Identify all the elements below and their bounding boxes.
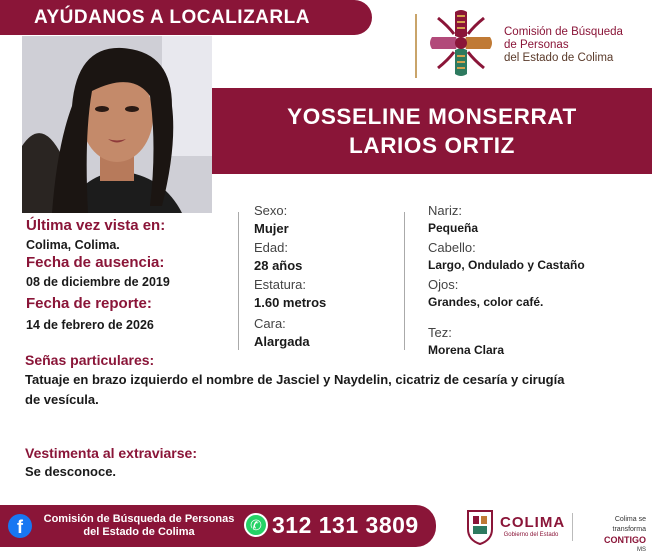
nariz-label: Nariz: <box>428 203 462 218</box>
phone-number[interactable]: 312 131 3809 <box>272 512 419 538</box>
cabello-label: Cabello: <box>428 240 476 255</box>
commission-name <box>504 26 652 65</box>
footer-org-line1: Comisión de Búsqueda de Personas <box>43 513 235 525</box>
absence-value: 08 de diciembre de 2019 <box>26 275 170 289</box>
footer-separator <box>572 513 573 541</box>
report-value: 14 de febrero de 2026 <box>26 318 154 332</box>
org-line3: del Estado de Colima <box>504 52 614 64</box>
estatura-label: Estatura: <box>254 277 307 292</box>
org-line2: de Personas <box>504 39 569 51</box>
commission-logo-icon <box>428 8 494 78</box>
estatura-value: 1.60 metros <box>254 295 327 310</box>
marks-label: Señas particulares: <box>25 352 155 368</box>
cara-value: Alargada <box>254 334 310 349</box>
slogan-line1: Colima se transforma <box>612 516 646 533</box>
name-line2: LARIOS ORTIZ <box>349 133 515 158</box>
traits-divider-1 <box>238 212 239 350</box>
ojos-value: Grandes, color café. <box>428 295 544 309</box>
coat-of-arms-icon <box>465 507 495 545</box>
marks-line2: de vesícula. <box>25 392 99 407</box>
divider-line <box>415 14 417 78</box>
tez-value: Morena Clara <box>428 343 505 357</box>
ojos-label: Ojos: <box>428 277 459 292</box>
person-name <box>212 88 652 174</box>
facebook-icon[interactable]: f <box>8 514 32 538</box>
person-photo <box>22 36 212 213</box>
marks-line1: Tatuaje en brazo izquierdo el nombre de Jasciel y Naydelin, cicatriz de cesaría y cirugía <box>25 372 565 387</box>
org-line1: Comisión de Búsqueda <box>504 26 623 38</box>
slogan-line2: CONTIGO <box>604 535 646 545</box>
footer-org-line2: del Estado de Colima <box>83 526 195 538</box>
sexo-value: Mujer <box>254 221 289 236</box>
clothing-value: Se desconoce. <box>25 464 117 479</box>
slogan-line3: MS <box>637 547 646 553</box>
slogan-logo <box>580 515 646 554</box>
cara-label: Cara: <box>254 316 286 331</box>
whatsapp-icon[interactable]: ✆ <box>244 513 268 537</box>
header-banner: AYÚDANOS A LOCALIZARLA <box>0 0 372 35</box>
colima-subtitle: Gobierno del Estado <box>503 532 559 538</box>
traits-divider-2 <box>404 212 405 350</box>
name-line1: YOSSELINE MONSERRAT <box>287 104 577 129</box>
nariz-value: Pequeña <box>428 221 479 235</box>
absence-label: Fecha de ausencia: <box>26 254 165 271</box>
cabello-value: Largo, Ondulado y Castaño <box>428 258 585 272</box>
sexo-label: Sexo: <box>254 203 288 218</box>
report-label: Fecha de reporte: <box>26 295 152 312</box>
edad-value: 28 años <box>254 258 303 273</box>
last-seen-value: Colima, Colima. <box>26 238 120 252</box>
clothing-label: Vestimenta al extraviarse: <box>25 445 197 461</box>
colima-logo <box>500 514 566 539</box>
footer-org <box>36 513 242 539</box>
tez-label: Tez: <box>428 325 452 340</box>
last-seen-label: Última vez vista en: <box>26 217 166 234</box>
colima-wordmark: COLIMA <box>500 514 566 531</box>
edad-label: Edad: <box>254 240 288 255</box>
